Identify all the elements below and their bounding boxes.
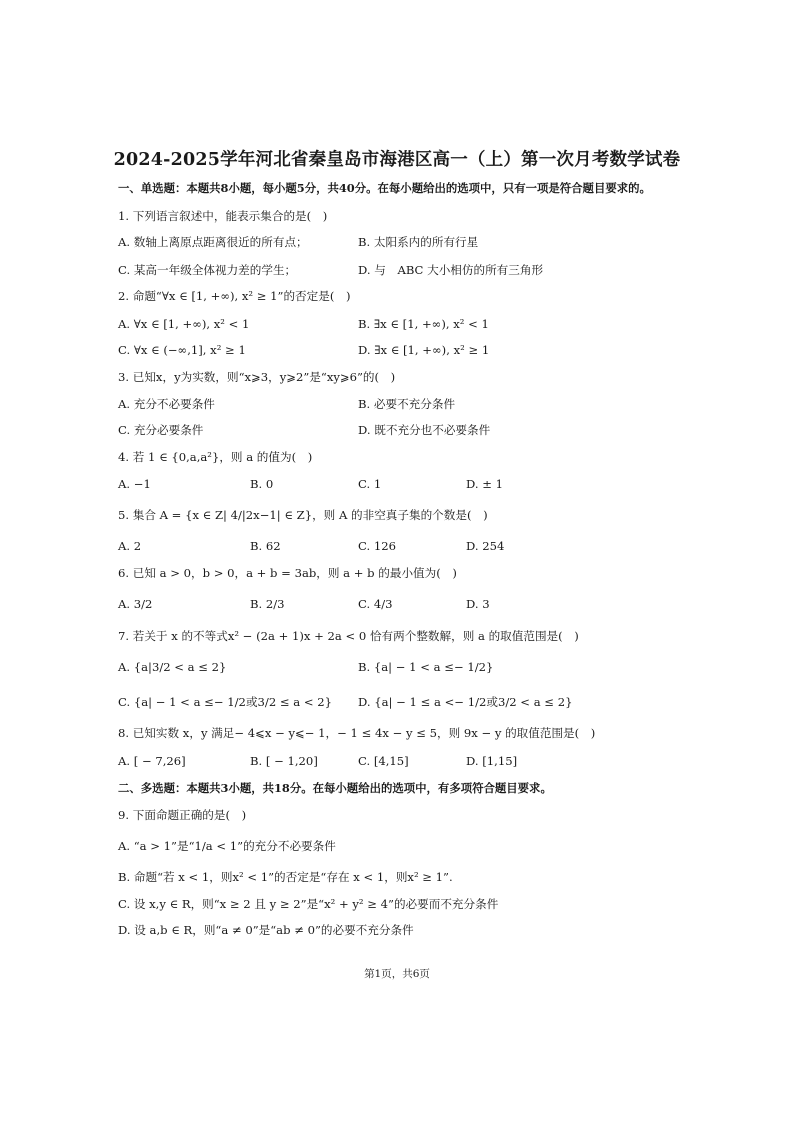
section-heading-multiple-choice: 二、多选题：本题共3小题，共18分。在每小题给出的选项中，有多项符合题目要求。 — [118, 781, 552, 795]
question-9-stem: 9. 下面命题正确的是( ) — [118, 808, 247, 822]
question-3-option-a: A. 充分不必要条件 — [118, 397, 215, 411]
section-heading-single-choice: 一、单选题：本题共8小题，每小题5分，共40分。在每小题给出的选项中，只有一项是符合题目要求的。 — [118, 181, 651, 195]
question-1-option-d: D. 与 ABC 大小相仿的所有三角形 — [358, 263, 544, 277]
question-3-option-d: D. 既不充分也不必要条件 — [358, 423, 491, 437]
question-8-option-b: B. [ − 1,20] — [250, 754, 318, 768]
question-9-option-a: A. “a > 1”是“1/a < 1”的充分不必要条件 — [118, 839, 336, 853]
question-5-option-b: B. 62 — [250, 539, 281, 553]
question-9-option-b: B. 命题“若 x < 1，则x² < 1”的否定是“存在 x < 1，则x² ≥ 1”. — [118, 870, 453, 884]
question-4-option-d: D. ± 1 — [466, 477, 504, 491]
question-9-option-d: D. 设 a,b ∈ R，则“a ≠ 0”是“ab ≠ 0”的必要不充分条件 — [118, 923, 414, 937]
question-6-option-d: D. 3 — [466, 597, 490, 611]
question-7-option-c: C. {a| − 1 < a ≤− 1/2或3/2 ≤ a < 2} — [118, 695, 333, 709]
question-7-stem: 7. 若关于 x 的不等式x² − (2a + 1)x + 2a < 0 恰有两个整数解，则 a 的取值范围是( ) — [118, 629, 579, 643]
question-3-option-c: C. 充分必要条件 — [118, 423, 204, 437]
question-8-option-d: D. [1,15] — [466, 754, 518, 768]
question-1-option-c: C. 某高一年级全体视力差的学生； — [118, 263, 297, 277]
question-7-option-a: A. {a|3/2 < a ≤ 2} — [118, 660, 227, 674]
question-6-option-a: A. 3/2 — [118, 597, 153, 611]
question-2-stem: 2. 命题“∀x ∈ [1, +∞), x² ≥ 1”的否定是( ) — [118, 289, 351, 303]
question-3-option-b: B. 必要不充分条件 — [358, 397, 456, 411]
question-3-stem: 3. 已知x，y为实数，则“x⩾3，y⩾2”是“xy⩾6”的( ) — [118, 370, 396, 384]
question-7-option-b: B. {a| − 1 < a ≤− 1/2} — [358, 660, 494, 674]
question-4-option-c: C. 1 — [358, 477, 382, 491]
question-5-stem: 5. 集合 A = {x ∈ Z| 4/|2x−1| ∈ Z}，则 A 的非空真子集的个数是( ) — [118, 508, 488, 522]
question-1-option-b: B. 太阳系内的所有行星 — [358, 235, 479, 249]
question-8-option-c: C. [4,15] — [358, 754, 409, 768]
question-2-option-b: B. ∃x ∈ [1, +∞), x² < 1 — [358, 317, 489, 331]
page-footer: 第1页，共6页 — [364, 968, 430, 980]
question-2-option-c: C. ∀x ∈ (−∞,1], x² ≥ 1 — [118, 343, 246, 357]
question-2-option-d: D. ∃x ∈ [1, +∞), x² ≥ 1 — [358, 343, 490, 357]
question-5-option-d: D. 254 — [466, 539, 505, 553]
question-1-option-a: A. 数轴上离原点距离很近的所有点； — [118, 235, 308, 249]
question-5-option-a: A. 2 — [118, 539, 142, 553]
question-4-option-b: B. 0 — [250, 477, 274, 491]
question-4-stem: 4. 若 1 ∈ {0,a,a²}，则 a 的值为( ) — [118, 450, 313, 464]
question-6-option-b: B. 2/3 — [250, 597, 285, 611]
question-4-option-a: A. −1 — [118, 477, 151, 491]
question-9-option-c: C. 设 x,y ∈ R，则“x ≥ 2 且 y ≥ 2”是“x² + y² ≥ 4”的必要而不充分条件 — [118, 897, 499, 911]
question-7-option-d: D. {a| − 1 ≤ a <− 1/2或3/2 < a ≤ 2} — [358, 695, 573, 709]
page-title: 2024-2025学年河北省秦皇岛市海港区高一（上）第一次月考数学试卷 — [113, 150, 681, 170]
question-1-stem: 1. 下列语言叙述中，能表示集合的是( ) — [118, 209, 328, 223]
question-8-option-a: A. [ − 7,26] — [118, 754, 186, 768]
question-6-option-c: C. 4/3 — [358, 597, 393, 611]
question-5-option-c: C. 126 — [358, 539, 396, 553]
question-2-option-a: A. ∀x ∈ [1, +∞), x² < 1 — [118, 317, 250, 331]
question-6-stem: 6. 已知 a > 0，b > 0，a + b = 3ab，则 a + b 的最小值为( ) — [118, 566, 457, 580]
question-8-stem: 8. 已知实数 x，y 满足− 4⩽x − y⩽− 1，− 1 ≤ 4x − y ≤ 5，则 9x − y 的取值范围是( ) — [118, 726, 596, 740]
